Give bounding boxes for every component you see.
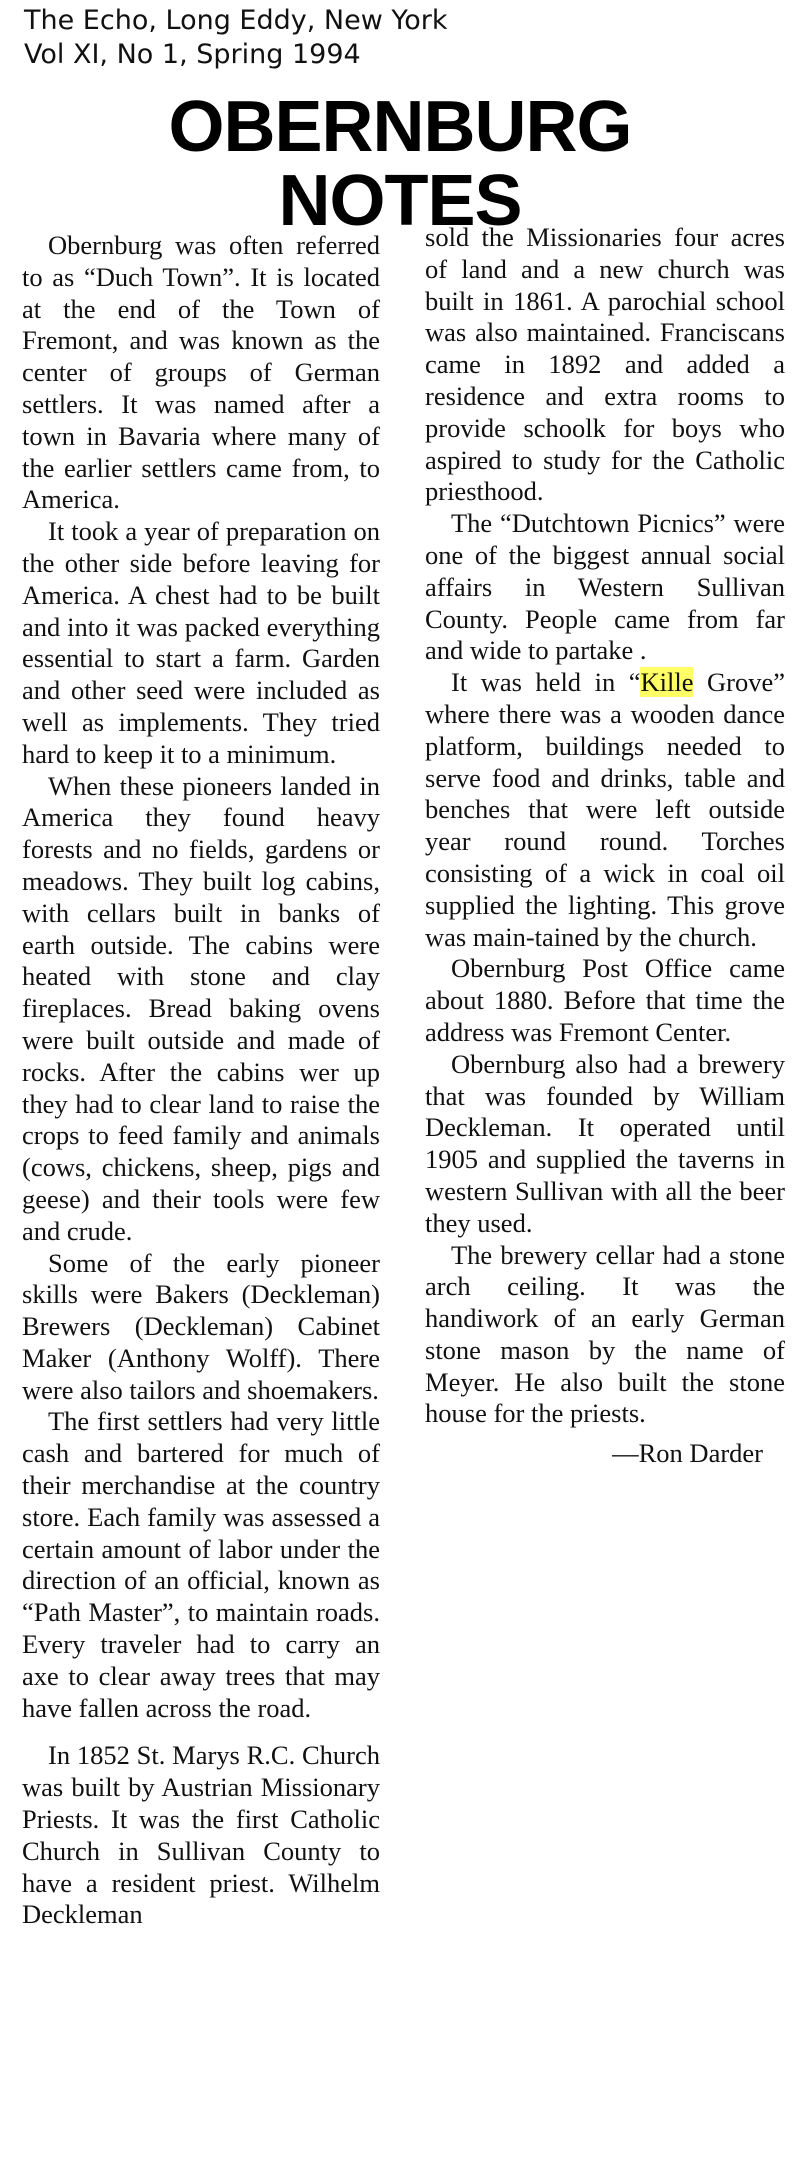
grove-text-after: Grove” where there was a wooden dance platform, buildings needed to serve food and drinks, table and benches that were left outside year round round. Torches consisting of a wick in coal oil supplied the lighting. This grove was main-tained by the church. bbox=[425, 667, 785, 952]
paragraph-duch-town: Obernburg was often referred to as “Duch Town”. It is located at the end of the Town of Fremont, and was known as the center of groups of German settlers. It was named after a town in Bavaria where many of the earlier settlers came from, to America. bbox=[22, 230, 380, 515]
highlighted-text: Kille bbox=[640, 667, 694, 698]
masthead-publication: The Echo, Long Eddy, New York bbox=[24, 5, 448, 36]
right-column bbox=[425, 222, 785, 1470]
paragraph-post-office: Obernburg Post Office came about 1880. Before that time the address was Fremont Center. bbox=[425, 953, 785, 1047]
headline bbox=[100, 87, 700, 241]
paragraph-pioneers: When these pioneers landed in America they found heavy forests and no fields, gardens or meadows. They built log cabins, with cellars built in banks of earth outside. The cabins were heated with stone and clay fireplaces. Bread baking ovens were built outside and made of rocks. After the cabins wer up they had to clear land to raise the crops to feed family and animals (cows, chickens, sheep, pigs and geese) and their tools were few and crude. bbox=[22, 770, 380, 1246]
paragraph-skills: Some of the early pioneer skills were Bakers (Deckleman) Brewers (Deckleman) Cabinet Maker (Anthony Wolff). There were also tailors and shoemakers. bbox=[22, 1247, 380, 1405]
paragraph-dutchtown-picnics: The “Dutchtown Picnics” were one of the biggest annual social affairs in Western Sullivan County. People came from far and wide to partake . bbox=[425, 508, 785, 666]
paragraph-church-1852: In 1852 St. Marys R.C. Church was built by Austrian Missionary Priests. It was the first Catholic Church in Sullivan County to have a resident priest. Wilhelm Deckleman bbox=[22, 1740, 380, 1930]
paragraph-preparation: It took a year of preparation on the other side before leaving for America. A chest had to be built and into it was packed everything essential to start a farm. Garden and other seed were included as well as implements. They tried hard to keep it to a minimum. bbox=[22, 516, 380, 769]
headline-line-1: OBERNBURG bbox=[168, 87, 632, 167]
paragraph-brewery: Obernburg also had a brewery that was founded by William Deckleman. It operated until 1905 and supplied the taverns in western Sullivan with all the beer they used. bbox=[425, 1048, 785, 1238]
grove-text-before: It was held in “ bbox=[451, 667, 641, 698]
author-signature: —Ron Darder bbox=[612, 1438, 763, 1469]
masthead bbox=[24, 4, 448, 72]
left-column bbox=[22, 230, 380, 1931]
paragraph-kille-grove bbox=[425, 667, 785, 953]
paragraph-first-settlers: The first settlers had very little cash and bartered for much of their merchandise at the country store. Each family was assessed a certain amount of labor under the direction of an official, known as “Path Master”, to maintain roads. Every traveler had to carry an axe to clear away trees that may have fallen across the road. bbox=[22, 1406, 380, 1723]
paragraph-brewery-cellar: The brewery cellar had a stone arch ceiling. It was the handiwork of an early German stone mason by the name of Meyer. He also built the stone house for the priests. bbox=[425, 1239, 785, 1429]
headline-line-2: NOTES bbox=[278, 161, 522, 241]
paragraph-church-continued: sold the Missionaries four acres of land and a new church was built in 1861. A parochial school was also maintained. Franciscans came in 1892 and added a residence and extra rooms to provide schoolk for boys who aspired to study for the Catholic priesthood. bbox=[425, 222, 785, 507]
masthead-issue: Vol XI, No 1, Spring 1994 bbox=[24, 39, 361, 70]
